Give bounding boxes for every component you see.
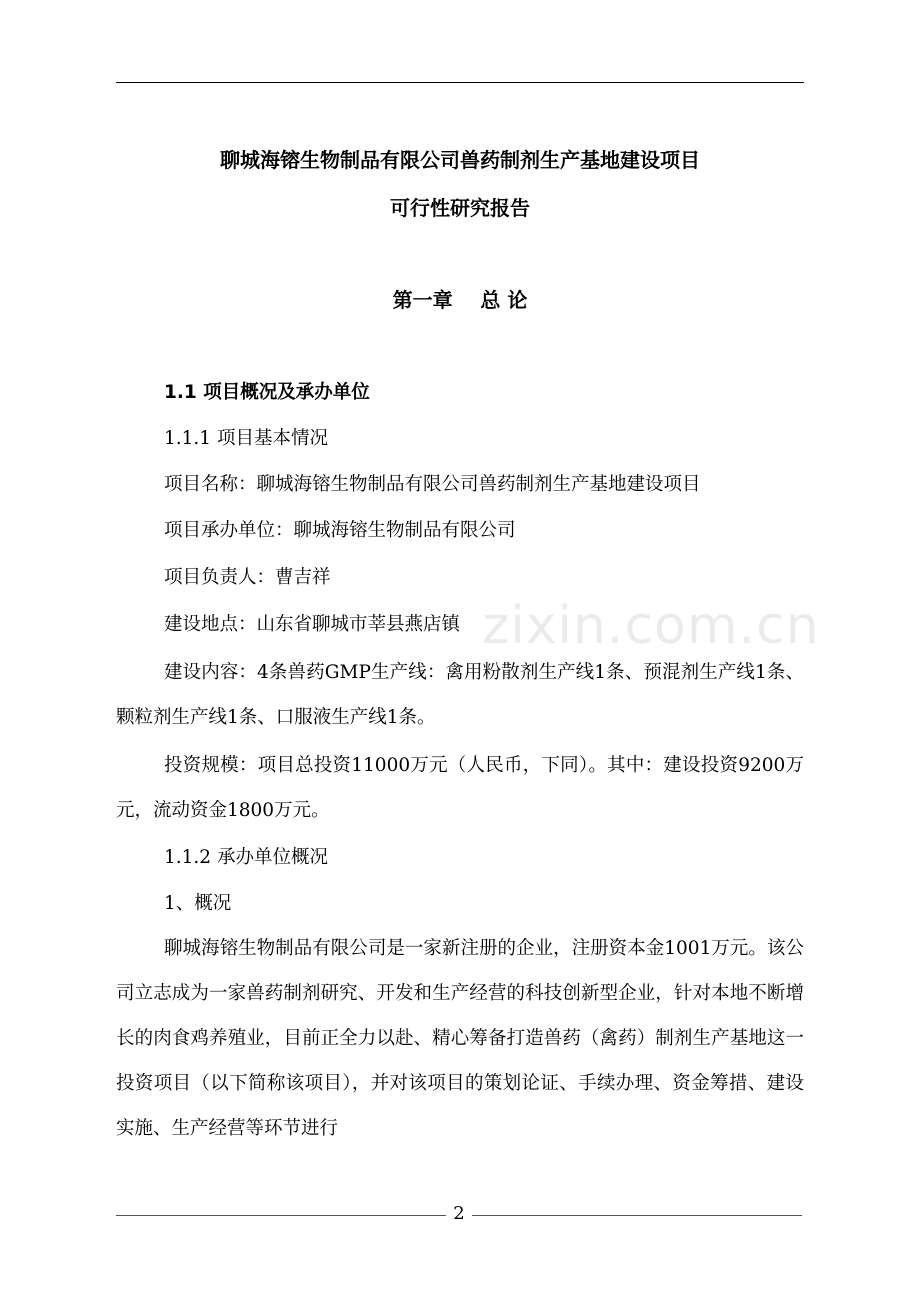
report-title-line-2: 可行性研究报告 <box>390 196 530 220</box>
footer-rule-left <box>116 1215 446 1216</box>
chapter-heading: 第一章 总 论 <box>392 288 528 312</box>
investment-scale-paragraph: 投资规模：项目总投资11000万元（人民币，下同）。其中：建设投资9200万元，流动资金1800万元。 <box>116 755 804 821</box>
section-heading-1-1-2: 1.1.2 承办单位概况 <box>164 847 328 868</box>
project-leader: 项目负责人：曹吉祥 <box>164 567 331 588</box>
section-heading-1-1-1: 1.1.1 项目基本情况 <box>164 428 328 449</box>
section-heading-1-1: 1.1 项目概况及承办单位 <box>164 382 370 403</box>
project-name: 项目名称：聊城海镕生物制品有限公司兽药制剂生产基地建设项目 <box>164 474 701 495</box>
footer-rule-right <box>472 1215 802 1216</box>
report-title-line-1: 聊城海镕生物制品有限公司兽药制剂生产基地建设项目 <box>220 148 700 172</box>
header-rule <box>116 82 804 83</box>
subsection-overview: 1、概况 <box>164 893 232 914</box>
project-location: 建设地点：山东省聊城市莘县燕店镇 <box>164 614 461 635</box>
construction-content-paragraph: 建设内容：4条兽药GMP生产线：禽用粉散剂生产线1条、预混剂生产线1条、颗粒剂生产线1条、口服液生产线1条。 <box>116 662 804 728</box>
project-unit: 项目承办单位：聊城海镕生物制品有限公司 <box>164 520 516 541</box>
watermark: zixin.com.cn <box>482 596 820 656</box>
company-overview-paragraph: 聊城海镕生物制品有限公司是一家新注册的企业，注册资本金1001万元。该公司立志成为一家兽药制剂研究、开发和生产经营的科技创新型企业，针对本地不断增长的肉食鸡养殖业，目前正全力以赴、精心筹备打造兽药（禽药）制剂生产基地这一投资项目（以下简称该项目），并对该项目的策划论证、手续办理、资金筹措、建设实施、生产经营等环节进行 <box>116 938 804 1139</box>
page-number: 2 <box>453 1203 465 1224</box>
